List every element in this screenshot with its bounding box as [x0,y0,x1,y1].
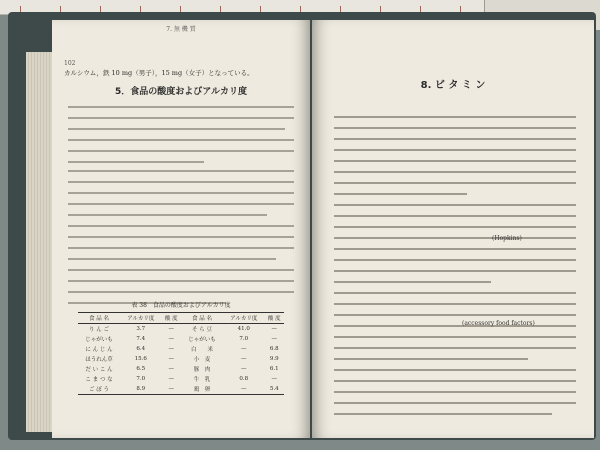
table-cell: 小 麦 [193,357,211,363]
table-cell: 6.4 [136,346,146,352]
page-edges [26,52,52,432]
table-row [78,324,284,335]
table-cell: — [271,336,278,342]
right-page [312,20,594,438]
table-cell: — [240,346,247,352]
running-head: 7. 無 機 質 [166,26,196,33]
chapter-title: 8. ビ タ ミ ン [420,80,486,91]
acidity-table [78,300,284,395]
table-cell: — [168,336,175,342]
table-row [78,384,284,395]
table-row [78,334,284,344]
table-cell: 豚 肉 [193,367,211,373]
table-header-row [78,313,284,324]
right-body-text [334,116,576,424]
table-cell: 5.4 [269,386,279,392]
table-cell: 白 米 [190,347,213,353]
header-cell: 食 品 名 [181,313,223,324]
table-cell: 9.9 [269,356,279,362]
table-cell: に ん じ ん [85,347,113,353]
table-cell: — [271,376,278,382]
table-cell: じゃがいも [188,337,216,343]
table-cell: — [168,366,175,372]
table-cell: — [271,326,278,332]
table-cell: 8.9 [136,386,146,392]
header-cell: 食 品 名 [78,313,120,324]
table-row [78,354,284,364]
left-paragraph-1 [68,106,294,172]
table-caption: 表 38 食品の酸度およびアルカリ度 [131,302,231,309]
table-cell: 7.4 [136,336,146,342]
table-cell: 6.5 [136,366,146,372]
header-cell: アルカリ度 [223,313,265,324]
table-cell: 7.0 [136,376,146,382]
table-row [78,364,284,374]
table-row [78,374,284,384]
table-cell: — [240,366,247,372]
table-cell: 鶏 卵 [193,387,211,393]
table-cell: 7.0 [239,336,249,342]
table-cell: ご ぼ う [88,387,109,393]
header-cell: 酸 度 [162,313,181,324]
table-cell: — [168,346,175,352]
table [78,312,284,395]
table-cell: 牛 乳 [193,377,211,383]
table-cell: そ ら 豆 [191,327,212,333]
open-book [8,12,596,440]
header-cell: アルカリ度 [120,313,162,324]
table-cell: 6.1 [269,366,279,372]
table-cell: — [168,386,175,392]
header-cell: 酸 度 [265,313,284,324]
table-cell: ほうれん草 [85,357,113,363]
page-number: 102 [64,60,76,67]
table-cell: 0.8 [239,376,249,382]
section-title: 5．食品の酸度およびアルカリ度 [115,87,247,97]
table-cell: — [240,356,247,362]
left-page [52,20,310,438]
table-cell: — [168,376,175,382]
left-paragraph-2 [68,170,294,313]
table-cell: こ ま つ な [85,377,113,383]
latin-term-hopkins: (Hopkins) [492,235,522,242]
table-cell: 15.6 [134,356,147,362]
table-cell: 3.7 [136,326,146,332]
table-cell: — [168,326,175,332]
table-cell: 6.8 [269,346,279,352]
latin-term-accessory: (accessory food factors) [462,320,535,327]
continuation-line: カルシウム，鉄 10 mg（男子），15 mg（女子）となっている。 [64,69,254,77]
table-cell: だ い こ ん [85,367,113,373]
table-cell: 41.0 [237,326,250,332]
table-cell: じゃがいも [85,337,113,343]
table-row [78,344,284,354]
table-cell: — [168,356,175,362]
table-cell: — [240,386,247,392]
table-cell: り ん ご [88,327,109,333]
